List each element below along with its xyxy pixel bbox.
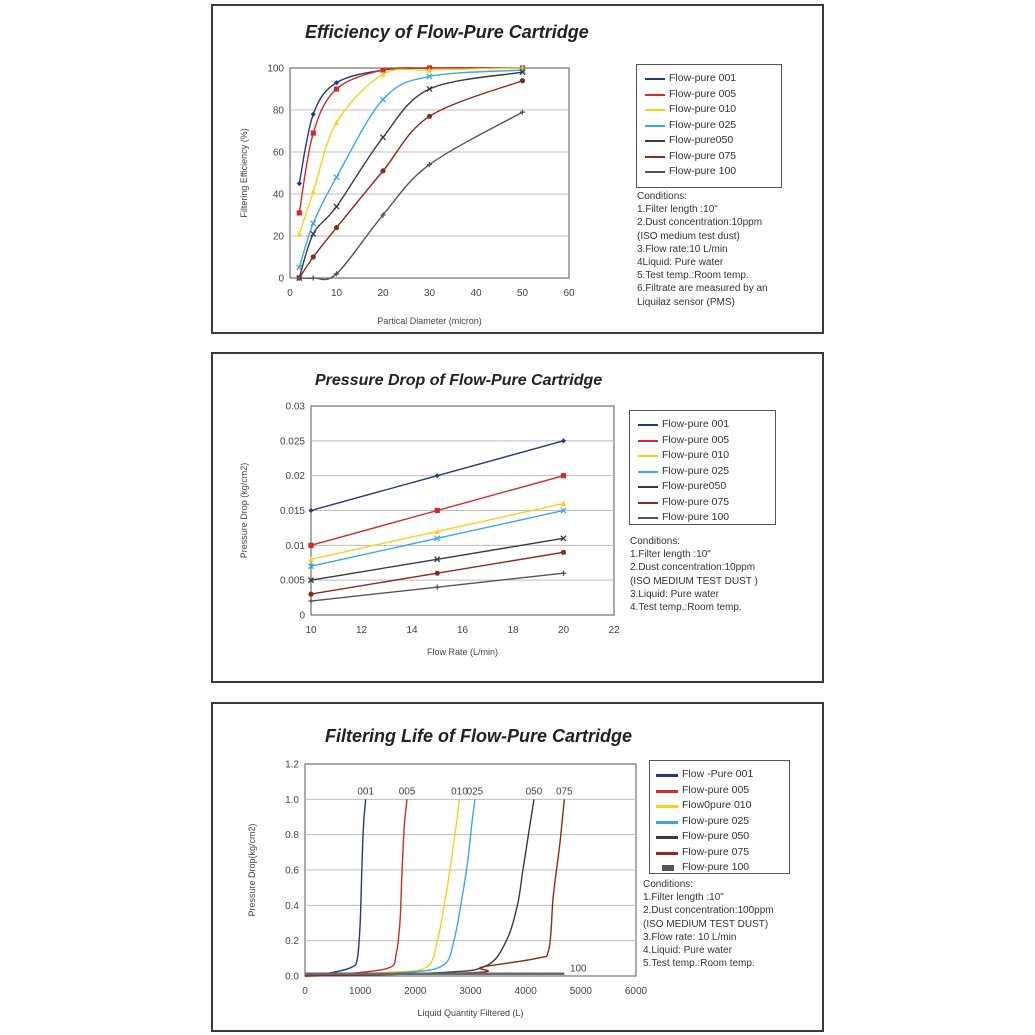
legend-item <box>650 814 789 830</box>
condition-line: 4.Liquid: Pure water <box>643 945 732 957</box>
legend-swatch <box>656 852 678 855</box>
y-tick-label: 20 <box>272 231 284 243</box>
series-end-label: 005 <box>398 786 416 798</box>
condition-line: 1.Filter length :10" <box>643 892 724 904</box>
y-axis-label: Pressure Drop (kg/cm2) <box>239 462 249 559</box>
data-point <box>520 78 525 83</box>
series-end-label: 001 <box>357 786 375 798</box>
x-tick-label: 22 <box>608 625 620 636</box>
data-point <box>334 86 339 91</box>
legend-swatch <box>662 865 674 871</box>
legend-item <box>650 845 789 861</box>
condition-line: Conditions: <box>637 191 688 202</box>
legend-item <box>637 87 781 103</box>
legend-swatch <box>638 424 658 426</box>
legend-item <box>630 417 775 433</box>
series-end-label: 010 <box>451 786 468 798</box>
legend-item <box>650 767 789 783</box>
legend-label: Flow-pure 005 <box>669 87 737 100</box>
condition-line: 2.Dust concentration:10ppm <box>637 217 763 229</box>
legend-item <box>637 133 781 149</box>
y-axis-label: Filtering Efficiency (%) <box>239 128 249 218</box>
x-tick-label: 30 <box>423 288 436 299</box>
legend-item <box>630 479 775 495</box>
legend-label: Flow-pure 100 <box>682 861 750 873</box>
y-tick-label: 0.02 <box>285 471 305 483</box>
legend-label: Flow-pure 075 <box>662 495 730 508</box>
legend-swatch <box>656 821 678 824</box>
data-point <box>311 254 316 259</box>
condition-line: 6.Filtrate are measured by an <box>637 283 768 295</box>
legend-item <box>650 783 789 799</box>
legend-swatch <box>645 140 665 142</box>
legend-swatch <box>645 156 665 158</box>
legend-item <box>630 510 775 526</box>
legend-item <box>630 495 775 511</box>
legend-swatch <box>638 455 658 457</box>
legend-swatch <box>645 94 665 96</box>
condition-line: 3.Liquid: Pure water <box>630 588 719 600</box>
data-point <box>427 114 432 119</box>
legend-label: Flow-pure 005 <box>682 783 750 796</box>
x-tick-label: 18 <box>507 625 519 636</box>
legend-swatch <box>645 125 665 127</box>
chart-title: Filtering Life of Flow-Pure Cartridge <box>325 726 633 746</box>
y-tick-label: 100 <box>267 63 284 75</box>
plot-area <box>290 68 569 278</box>
x-tick-label: 3000 <box>459 986 482 997</box>
y-tick-label: 0 <box>278 273 284 285</box>
pressure-drop-chart-panel <box>211 352 824 683</box>
legend-swatch <box>638 517 658 519</box>
x-tick-label: 50 <box>516 288 529 299</box>
condition-line: 1.Filter length :10" <box>637 204 718 216</box>
legend-label: Flow -Pure 001 <box>682 768 754 780</box>
x-tick-label: 20 <box>377 288 389 299</box>
y-tick-label: 0.025 <box>279 436 305 448</box>
x-tick-label: 20 <box>557 625 570 636</box>
legend-swatch <box>645 109 665 111</box>
y-tick-label: 0.8 <box>285 830 299 842</box>
data-point <box>308 592 313 597</box>
data-point <box>311 131 316 136</box>
chart-title: Pressure Drop of Flow-Pure Cartridge <box>315 372 603 389</box>
chart-title: Efficiency of Flow-Pure Cartridge <box>305 22 589 42</box>
x-tick-label: 4000 <box>514 986 537 997</box>
series-band <box>305 972 564 975</box>
condition-line: Conditions: <box>630 536 681 547</box>
y-axis-label: Pressure Drop(kg/cm2) <box>247 823 257 917</box>
legend-swatch <box>645 78 665 80</box>
x-tick-label: 12 <box>355 625 368 636</box>
legend-label: Flow-pure 075 <box>669 149 737 162</box>
y-tick-label: 40 <box>272 189 284 201</box>
y-tick-label: 0.6 <box>285 865 299 877</box>
y-tick-label: 0.0 <box>285 971 299 983</box>
legend-item <box>637 102 781 118</box>
legend-label: Flow-pure 005 <box>662 433 730 446</box>
legend-label: Flow-pure 025 <box>662 464 730 477</box>
condition-line: (ISO MEDIUM TEST DUST) <box>643 918 769 930</box>
legend-item <box>637 71 781 87</box>
condition-line: 5.Test temp.:Room temp. <box>637 270 749 282</box>
legend-swatch <box>656 790 678 793</box>
legend-label: Flow-pure 025 <box>669 118 737 131</box>
x-tick-label: 2000 <box>404 986 427 997</box>
y-tick-label: 0.4 <box>285 900 299 912</box>
condition-line: Liquilaz sensor (PMS) <box>637 296 735 308</box>
legend-item <box>650 860 789 876</box>
legend-label: Flow-pure 050 <box>682 830 750 842</box>
legend-label: Flow-pure050 <box>669 134 734 146</box>
legend-label: Flow-pure 010 <box>669 103 737 115</box>
x-tick-label: 10 <box>330 288 343 299</box>
legend-label: Flow-pure 010 <box>662 449 730 461</box>
y-tick-label: 0.015 <box>279 506 305 517</box>
y-tick-label: 1.2 <box>285 759 299 771</box>
y-tick-label: 1.0 <box>285 794 299 806</box>
condition-line: 2.Dust concentration:100ppm <box>643 905 774 917</box>
legend-label: Flow-pure050 <box>662 480 727 492</box>
filtering-life-chart-panel <box>211 702 824 1032</box>
x-tick-label: 40 <box>470 288 482 299</box>
legend-item <box>630 448 775 464</box>
condition-line: 3.Flow rate: 10 L/min <box>643 931 737 943</box>
data-point <box>435 508 440 513</box>
legend-item <box>650 829 789 845</box>
test-conditions <box>643 878 774 970</box>
x-tick-label: 6000 <box>624 986 648 997</box>
test-conditions <box>637 190 768 309</box>
data-point <box>561 473 566 478</box>
legend-swatch <box>638 486 658 488</box>
condition-line: (ISO medium test dust) <box>637 230 740 242</box>
legend-label: Flow0pure 010 <box>682 799 752 811</box>
legend-label: Flow-pure 100 <box>662 511 730 523</box>
chart-legend <box>636 64 782 188</box>
legend-item <box>637 164 781 180</box>
data-point <box>297 210 302 215</box>
x-tick-label: 16 <box>456 625 469 636</box>
condition-line: 2.Dust concentration:10ppm <box>630 562 756 574</box>
y-tick-label: 0.01 <box>285 540 305 552</box>
series-end-label: 100 <box>569 963 587 975</box>
y-tick-label: 0.005 <box>279 575 305 587</box>
series-end-label: 025 <box>466 786 484 798</box>
chart-legend <box>629 410 776 525</box>
legend-item <box>630 433 775 449</box>
x-tick-label: 1000 <box>349 986 372 997</box>
x-tick-label: 0 <box>302 986 308 997</box>
legend-swatch <box>656 805 678 808</box>
x-tick-label: 5000 <box>569 986 592 997</box>
data-point <box>334 225 339 230</box>
condition-line: 5.Test temp.:Room temp. <box>643 958 755 970</box>
legend-swatch <box>638 440 658 442</box>
x-tick-label: 60 <box>563 288 575 299</box>
condition-line: 4.Test temp.:Room temp. <box>630 602 742 614</box>
condition-line: (ISO MEDIUM TEST DUST ) <box>630 575 758 587</box>
condition-line: 4Liquid: Pure water <box>637 257 724 269</box>
condition-line: Conditions: <box>643 879 694 890</box>
legend-label: Flow-pure 100 <box>669 165 737 177</box>
data-point <box>435 571 440 576</box>
x-tick-label: 10 <box>305 625 317 636</box>
test-conditions <box>630 535 758 614</box>
legend-item <box>637 118 781 134</box>
y-tick-label: 0.03 <box>285 401 305 413</box>
y-tick-label: 80 <box>272 105 284 117</box>
x-axis-label: Flow Rate (L/min) <box>426 647 499 657</box>
data-point <box>308 543 313 548</box>
legend-label: Flow-pure 025 <box>682 814 750 827</box>
legend-item <box>650 798 789 814</box>
legend-swatch <box>638 502 658 504</box>
legend-swatch <box>656 774 678 777</box>
data-point <box>561 550 566 555</box>
legend-label: Flow-pure 001 <box>662 418 730 430</box>
chart-legend <box>649 760 790 874</box>
series-s100 <box>305 972 564 975</box>
efficiency-chart-panel <box>211 4 824 334</box>
series-end-label: 075 <box>555 786 573 798</box>
legend-label: Flow-pure 075 <box>682 845 750 858</box>
series-end-label: 050 <box>525 786 543 798</box>
x-axis-label: Liquid Quantity Filtered (L) <box>417 1008 524 1018</box>
data-point <box>380 168 385 173</box>
condition-line: 3.Flow rate:10 L/min <box>637 243 728 255</box>
y-tick-label: 60 <box>272 147 284 159</box>
legend-item <box>630 464 775 480</box>
legend-label: Flow-pure 001 <box>669 72 737 84</box>
x-tick-label: 0 <box>287 288 293 299</box>
legend-swatch <box>638 471 658 473</box>
legend-item <box>637 149 781 165</box>
condition-line: 1.Filter length :10" <box>630 549 711 561</box>
x-axis-label: Partical Diameter (micron) <box>377 316 482 326</box>
legend-swatch <box>656 836 678 839</box>
x-tick-label: 14 <box>406 625 418 636</box>
legend-swatch <box>645 171 665 173</box>
y-tick-label: 0 <box>299 610 305 622</box>
y-tick-label: 0.2 <box>285 936 299 948</box>
